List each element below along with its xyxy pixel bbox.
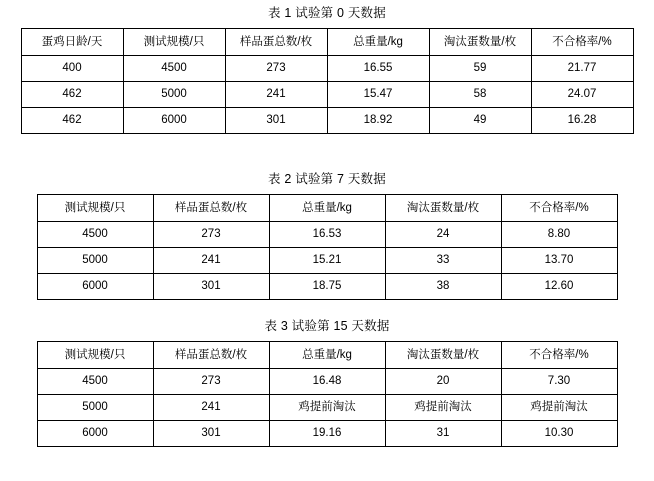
table-cell: 6000 <box>123 108 225 134</box>
table-cell: 301 <box>153 274 269 300</box>
table-cell: 462 <box>21 108 123 134</box>
data-table-3 <box>37 341 618 447</box>
column-header: 蛋鸡日龄/天 <box>21 29 123 56</box>
table-block-1 <box>0 6 654 134</box>
table-cell: 18.75 <box>269 274 385 300</box>
table-cell: 5000 <box>37 248 153 274</box>
table-cell: 19.16 <box>269 421 385 447</box>
table-header-row <box>37 195 617 222</box>
column-header: 测试规模/只 <box>37 342 153 369</box>
table-header-row <box>37 342 617 369</box>
table-cell: 241 <box>153 395 269 421</box>
table-row <box>21 82 633 108</box>
table-cell: 33 <box>385 248 501 274</box>
table-cell: 301 <box>225 108 327 134</box>
column-header: 样品蛋总数/枚 <box>225 29 327 56</box>
column-header: 不合格率/% <box>501 342 617 369</box>
table-cell: 16.28 <box>531 108 633 134</box>
table-cell: 58 <box>429 82 531 108</box>
table-cell: 4500 <box>123 56 225 82</box>
table-cell: 21.77 <box>531 56 633 82</box>
table-row <box>37 369 617 395</box>
column-header: 样品蛋总数/枚 <box>153 195 269 222</box>
table-cell: 273 <box>153 222 269 248</box>
column-header: 淘汰蛋数量/枚 <box>429 29 531 56</box>
table-cell: 4500 <box>37 222 153 248</box>
table-cell: 18.92 <box>327 108 429 134</box>
table-cell: 15.47 <box>327 82 429 108</box>
column-header: 总重量/kg <box>269 195 385 222</box>
table-cell: 鸡提前淘汰 <box>501 395 617 421</box>
column-header: 样品蛋总数/枚 <box>153 342 269 369</box>
table-row <box>37 274 617 300</box>
table-title-2: 表 2 试验第 7 天数据 <box>268 172 386 186</box>
table-cell: 24 <box>385 222 501 248</box>
column-header: 总重量/kg <box>327 29 429 56</box>
column-header: 淘汰蛋数量/枚 <box>385 195 501 222</box>
table-cell: 16.53 <box>269 222 385 248</box>
table-header-row <box>21 29 633 56</box>
table-cell: 462 <box>21 82 123 108</box>
table-cell: 16.48 <box>269 369 385 395</box>
table-cell: 鸡提前淘汰 <box>269 395 385 421</box>
table-cell: 鸡提前淘汰 <box>385 395 501 421</box>
table-cell: 7.30 <box>501 369 617 395</box>
table-cell: 12.60 <box>501 274 617 300</box>
table-cell: 241 <box>225 82 327 108</box>
table-cell: 241 <box>153 248 269 274</box>
table-cell: 13.70 <box>501 248 617 274</box>
table-cell: 15.21 <box>269 248 385 274</box>
table-cell: 5000 <box>123 82 225 108</box>
table-row <box>37 395 617 421</box>
table-row <box>21 108 633 134</box>
table-cell: 38 <box>385 274 501 300</box>
table-row <box>21 56 633 82</box>
column-header: 测试规模/只 <box>37 195 153 222</box>
table-row <box>37 421 617 447</box>
table-block-3 <box>0 319 654 447</box>
table-cell: 6000 <box>37 274 153 300</box>
table-cell: 4500 <box>37 369 153 395</box>
table-cell: 5000 <box>37 395 153 421</box>
table-cell: 301 <box>153 421 269 447</box>
table-cell: 16.55 <box>327 56 429 82</box>
table-cell: 31 <box>385 421 501 447</box>
column-header: 测试规模/只 <box>123 29 225 56</box>
data-table-2 <box>37 194 618 300</box>
table-title-3: 表 3 试验第 15 天数据 <box>264 319 390 333</box>
table-cell: 273 <box>153 369 269 395</box>
table-title-1: 表 1 试验第 0 天数据 <box>268 6 386 20</box>
table-cell: 49 <box>429 108 531 134</box>
table-cell: 20 <box>385 369 501 395</box>
table-row <box>37 248 617 274</box>
column-header: 不合格率/% <box>531 29 633 56</box>
table-cell: 273 <box>225 56 327 82</box>
table-row <box>37 222 617 248</box>
data-table-1 <box>21 28 634 134</box>
column-header: 淘汰蛋数量/枚 <box>385 342 501 369</box>
column-header: 不合格率/% <box>501 195 617 222</box>
table-cell: 10.30 <box>501 421 617 447</box>
table-cell: 59 <box>429 56 531 82</box>
table-block-2 <box>0 172 654 300</box>
table-cell: 400 <box>21 56 123 82</box>
table-cell: 6000 <box>37 421 153 447</box>
column-header: 总重量/kg <box>269 342 385 369</box>
table-cell: 24.07 <box>531 82 633 108</box>
table-cell: 8.80 <box>501 222 617 248</box>
